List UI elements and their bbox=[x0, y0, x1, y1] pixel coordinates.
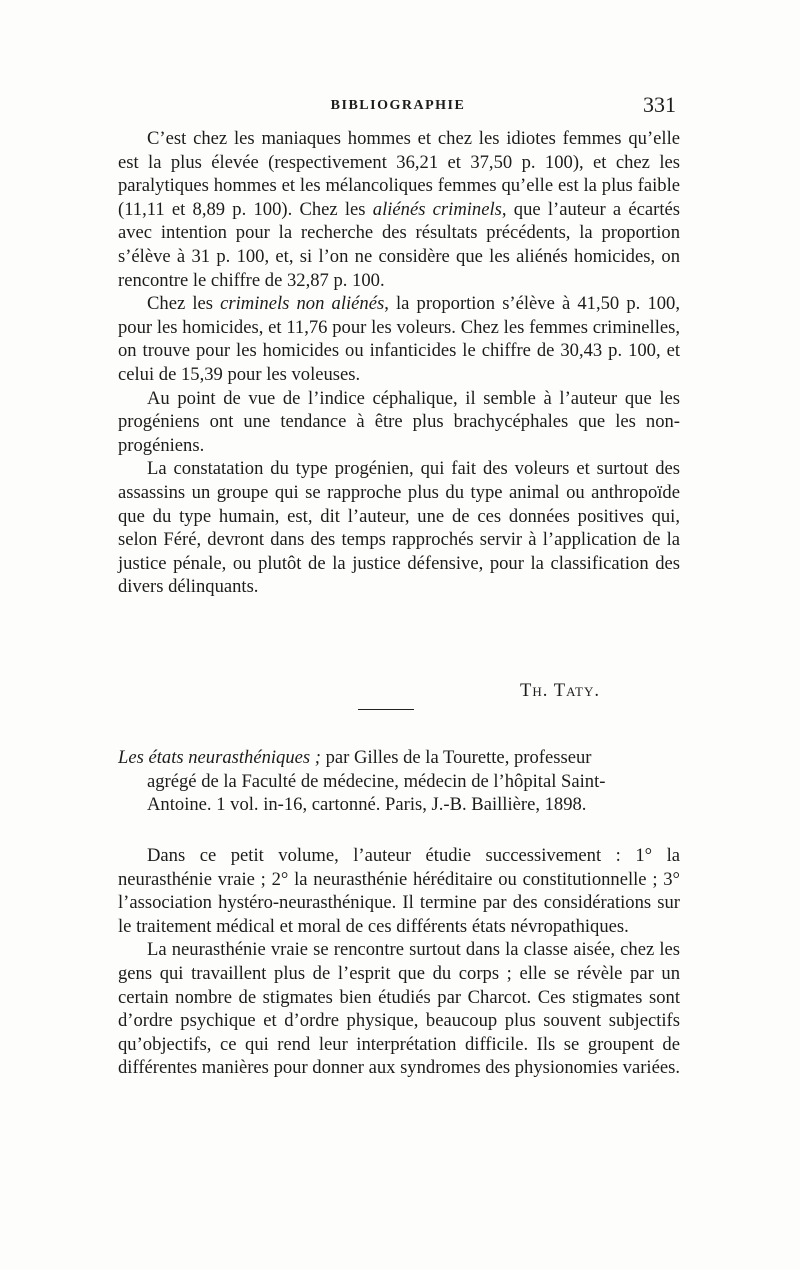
italic-term: criminels non aliénés bbox=[220, 293, 385, 315]
citation-line: Antoine. 1 vol. in-16, cartonné. Paris, J.-B. Baillière, 1898. bbox=[147, 794, 587, 816]
reviewer-signature: Th. Taty. bbox=[520, 680, 600, 701]
italic-term: aliénés criminels bbox=[372, 198, 502, 220]
citation-line: agrégé de la Faculté de médecine, médecin de l’hôpital Saint- bbox=[147, 770, 606, 792]
bibliographic-entry bbox=[118, 746, 680, 817]
paragraph: La constatation du type progénien, qui fait des voleurs et surtout des assassins un groupe qui se rapproche plus du type animal ou anthropoïde que du type humain, est, dit l’auteur, une de ces données positives qui, selon Féré, devront dans des temps rapprochés servir à l’application de la justice pénale, ou plutôt de la justice défensive, pour la classification des divers délinquants. bbox=[118, 458, 680, 598]
book-title: Les états neurasthéniques ; bbox=[118, 747, 321, 768]
running-title: BIBLIOGRAPHIE bbox=[330, 98, 466, 113]
page-header bbox=[118, 92, 678, 122]
citation-line: Les états neurasthéniques ; par Gilles de la Tourette, professeur bbox=[118, 747, 592, 768]
paragraph: Dans ce petit volume, l’auteur étudie successivement : 1° la neurasthénie vraie ; 2° la neurasthénie héréditaire ou constitutionnelle ; 3° l’association hystéro-neurasthénique. Il termine par des considérations sur le traitement médical et moral de ces différents états névropathiques. bbox=[118, 845, 680, 937]
paragraph: C’est chez les maniaques hommes et chez les idiotes femmes qu’elle est la plus élevée (respectivement 36,21 et 37,50 p. 100), et chez les paralytiques hommes et les mélancoliques femmes qu’elle est la plus faible (11,11 et 8,89 p. 100). Chez les aliénés criminels, que l’auteur a écartés avec intention pour la recherche des résultats précédents, la proportion s’élève à 31 p. 100, et, si l’on ne considère que les aliénés homicides, on rencontre le chiffre de 32,87 p. 100. bbox=[118, 128, 680, 291]
paragraph: Au point de vue de l’indice céphalique, il semble à l’auteur que les progéniens ont une tendance à être plus brachycéphales que les non-progéniens. bbox=[118, 387, 680, 456]
paragraph: Chez les criminels non aliénés, la proportion s’élève à 41,50 p. 100, pour les homicides, et 11,76 pour les voleurs. Chez les femmes criminelles, on trouve pour les homicides ou infanticides le chiffre de 30,43 p. 100, et celui de 15,39 pour les voleuses. bbox=[118, 293, 680, 385]
page-number: 331 bbox=[643, 92, 676, 117]
review-continuation bbox=[118, 127, 680, 599]
section-divider bbox=[358, 709, 414, 710]
review-body bbox=[118, 844, 680, 1080]
paragraph: La neurasthénie vraie se rencontre surtout dans la classe aisée, chez les gens qui travaillent plus de l’esprit que du corps ; elle se révèle par un certain nombre de stigmates bien étudiés par Charcot. Ces stigmates sont d’ordre psychique et d’ordre physique, beaucoup plus souvent subjectifs qu’objectifs, ce qui rend leur interprétation difficile. Ils se groupent de différentes manières pour donner aux syndromes des physionomies variées. bbox=[118, 939, 680, 1079]
